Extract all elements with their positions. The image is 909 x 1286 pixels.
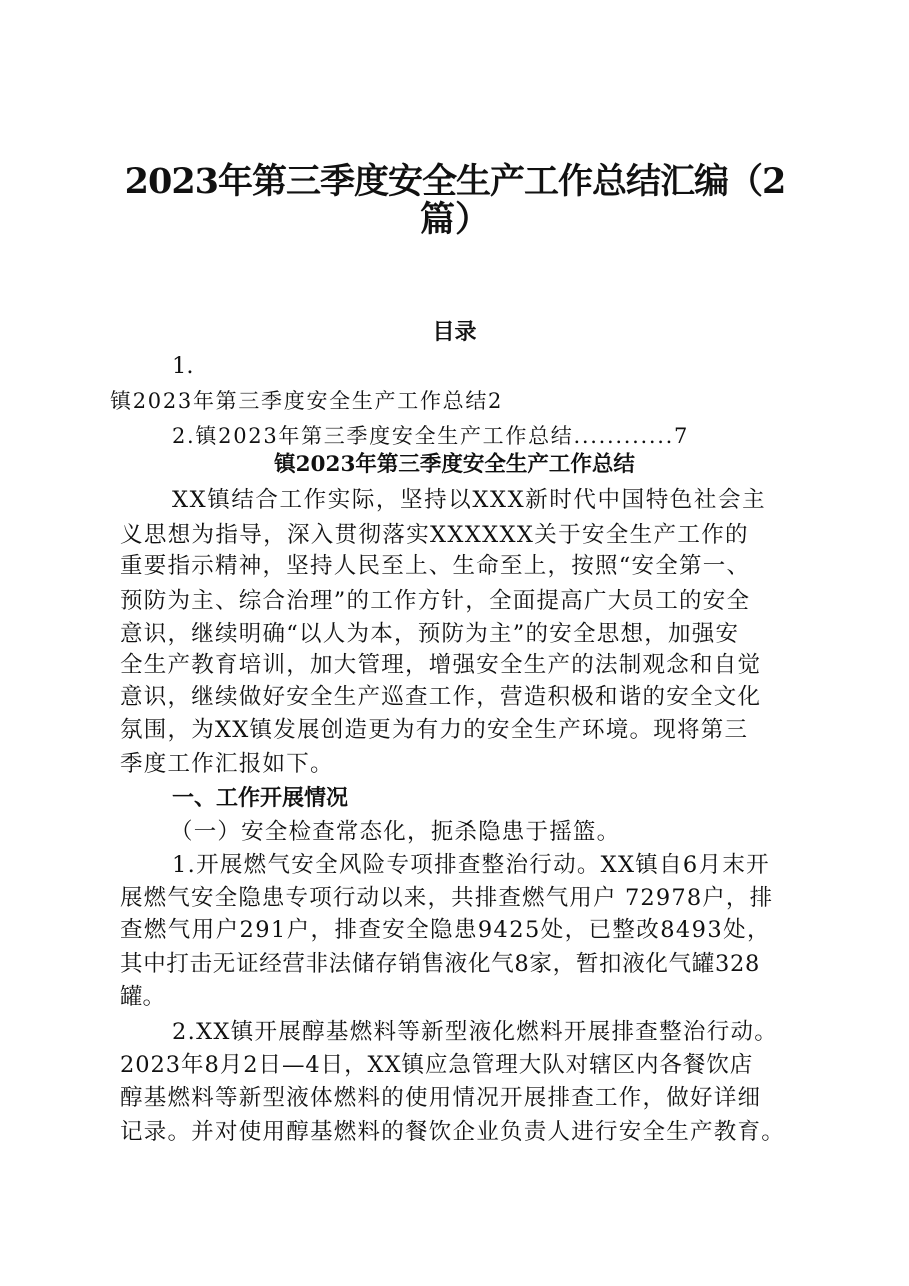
paragraph-line: 罐。: [120, 984, 166, 1010]
paragraph-line: 氛围，为XX镇发展创造更为有力的安全生产环境。现将第三: [120, 717, 749, 743]
paragraph-line: 全生产教育培训，加大管理，增强安全生产的法制观念和自觉: [120, 652, 762, 678]
paragraph-line: 记录。并对使用醇基燃料的餐饮企业负责人进行安全生产教育。: [120, 1119, 786, 1145]
paragraph-line: 2.XX镇开展醇基燃料等新型液化燃料开展排查整治行动。: [172, 1019, 779, 1045]
paragraph-line: 季度工作汇报如下。: [120, 751, 334, 777]
paragraph-line: 意识，继续明确“以人为本，预防为主”的安全思想，加强安: [120, 621, 740, 647]
paragraph-line: 其中打击无证经营非法储存销售液化气8家，暂扣液化气罐328: [120, 951, 761, 977]
paragraph-line: XX镇结合工作实际，坚持以XXX新时代中国特色社会主: [172, 487, 767, 513]
paragraph-line: 义思想为指导，深入贯彻落实XXXXXX关于安全生产工作的: [120, 522, 749, 548]
document-title-line-1: 2023年第三季度安全生产工作总结汇编（2: [124, 161, 786, 202]
toc-item-1[interactable]: 镇2023年第三季度安全生产工作总结2: [110, 389, 504, 413]
paragraph-line: 预防为主、综合治理”的工作方针，全面提高广大员工的安全: [120, 588, 751, 614]
toc-item-1-number[interactable]: 1.: [172, 353, 194, 379]
paragraph-line: 醇基燃料等新型液体燃料的使用情况开展排查工作，做好详细: [120, 1085, 762, 1111]
paragraph-line: 重要指示精神，坚持人民至上、生命至上，按照“安全第一、: [120, 553, 751, 579]
section-title: 镇2023年第三季度安全生产工作总结: [274, 452, 635, 477]
toc-heading: 目录: [432, 319, 477, 345]
paragraph-line: 意识，继续做好安全生产巡查工作，营造积极和谐的安全文化: [120, 684, 762, 710]
document-title-line-2: 篇）: [419, 199, 490, 240]
paragraph-line: 展燃气安全隐患专项行动以来，共排查燃气用户 72978户，排: [120, 885, 774, 911]
toc-item-2[interactable]: 2.镇2023年第三季度安全生产工作总结............7: [172, 424, 690, 448]
subheading-safety-inspection: （一）安全检查常态化，扼杀隐患于摇篮。: [170, 819, 621, 845]
paragraph-line: 1.开展燃气安全风险专项排查整治行动。XX镇自6月末开: [172, 852, 770, 878]
paragraph-line: 查燃气用户291户，排查安全隐患9425处，已整改8493处，: [120, 917, 771, 943]
paragraph-line: 2023年8月2日—4日，XX镇应急管理大队对辖区内各餐饮店: [120, 1052, 754, 1078]
heading-work-status: 一、工作开展情况: [172, 786, 349, 811]
